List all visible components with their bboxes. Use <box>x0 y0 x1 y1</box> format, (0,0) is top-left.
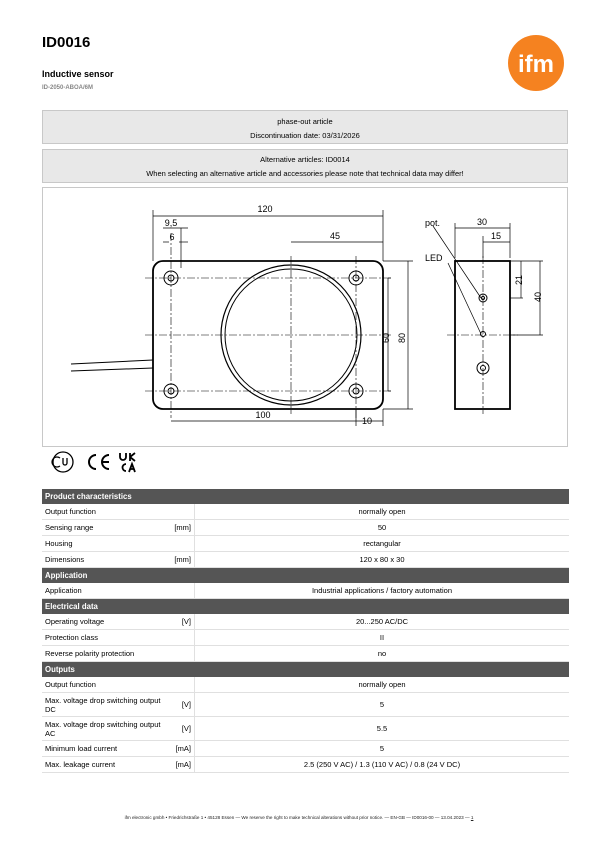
ce-mark-icon <box>89 455 109 469</box>
cell-unit: [mA] <box>168 757 195 773</box>
table-row <box>42 536 569 552</box>
cell-label: Protection class <box>42 630 168 646</box>
certification-marks <box>50 451 150 473</box>
cell-unit: [mm] <box>168 520 195 536</box>
dim-10: 10 <box>361 416 373 426</box>
table-row <box>42 520 569 536</box>
dim-21: 21 <box>514 274 524 286</box>
cell-label: Sensing range <box>42 520 168 536</box>
dim-80: 80 <box>397 332 407 344</box>
cell-unit <box>168 504 195 520</box>
table-row <box>42 677 569 693</box>
cell-label: Minimum load current <box>42 741 168 757</box>
cell-value: 5 <box>195 741 570 757</box>
cell-label: Max. voltage drop switching output DC <box>42 693 168 717</box>
cell-unit <box>168 677 195 693</box>
cell-value: 5.5 <box>195 717 570 741</box>
cell-unit: [mA] <box>168 741 195 757</box>
table-row <box>42 646 569 662</box>
section-header-application <box>42 568 569 584</box>
cell-value: normally open <box>195 677 570 693</box>
section-header-outputs <box>42 662 569 678</box>
footer <box>0 815 598 820</box>
cell-label: Operating voltage <box>42 614 168 630</box>
logo-text: ifm <box>518 51 554 78</box>
cell-unit: [mm] <box>168 552 195 568</box>
table-row <box>42 693 569 717</box>
section-header-electrical <box>42 599 569 615</box>
section-title: Application <box>42 568 569 584</box>
dim-6: 6 <box>169 232 175 242</box>
section-title: Outputs <box>42 662 569 678</box>
section-title: Product characteristics <box>42 489 569 504</box>
table-row <box>42 741 569 757</box>
discontinuation-date: Discontinuation date: 03/31/2026 <box>250 131 360 140</box>
phase-out-label: phase-out article <box>277 117 333 126</box>
cell-label: Max. leakage current <box>42 757 168 773</box>
table-row <box>42 717 569 741</box>
phase-out-notice <box>42 110 568 144</box>
cell-value: rectangular <box>195 536 570 552</box>
cell-unit: [V] <box>168 614 195 630</box>
dim-15: 15 <box>490 231 502 241</box>
table-row <box>42 630 569 646</box>
dim-100: 100 <box>255 410 271 420</box>
cell-unit <box>168 646 195 662</box>
cell-value: Industrial applications / factory automation <box>195 583 570 599</box>
pot-label: pot. <box>425 218 441 228</box>
dim-45: 45 <box>329 231 341 241</box>
cell-unit: [V] <box>168 717 195 741</box>
cell-value: 20...250 AC/DC <box>195 614 570 630</box>
table-row <box>42 614 569 630</box>
cell-label: Reverse polarity protection <box>42 646 168 662</box>
alternatives-note: When selecting an alternative article and accessories please note that technical data may differ! <box>146 169 464 178</box>
cell-value: normally open <box>195 504 570 520</box>
cell-label: Max. voltage drop switching output AC <box>42 717 168 741</box>
table-row <box>42 552 569 568</box>
section-title: Electrical data <box>42 599 569 615</box>
cell-label: Output function <box>42 504 168 520</box>
dimension-drawing-svg <box>43 188 567 446</box>
dim-40: 40 <box>533 291 543 303</box>
cell-unit <box>168 630 195 646</box>
alternatives-notice <box>42 149 568 183</box>
led-label: LED <box>425 253 443 263</box>
page-number[interactable]: 1 <box>470 815 474 820</box>
footer-text: ifm electronic gmbh • Friedrichstraße 1 • 45128 Essen — We reserve the right to make technical alterations without prior notice. — EN-GB — ID0016-00 — 13.04.2023 — <box>124 815 470 820</box>
product-code: ID-2050-ABOA/6M <box>42 85 94 91</box>
spec-table <box>42 489 569 773</box>
cell-label: Application <box>42 583 168 599</box>
table-row <box>42 504 569 520</box>
cell-unit <box>168 536 195 552</box>
product-subtitle: Inductive sensor <box>42 69 114 79</box>
cell-unit: [V] <box>168 693 195 717</box>
dim-60: 60 <box>381 332 391 344</box>
cell-label: Dimensions <box>42 552 168 568</box>
cell-unit <box>168 583 195 599</box>
dim-9-5: 9,5 <box>164 218 178 228</box>
dim-120: 120 <box>257 204 273 214</box>
section-header-product <box>42 489 569 504</box>
alternative-articles: Alternative articles: ID0014 <box>260 155 350 164</box>
cell-value: no <box>195 646 570 662</box>
cell-value: 5 <box>195 693 570 717</box>
cell-label: Output function <box>42 677 168 693</box>
table-row <box>42 583 569 599</box>
cell-value: II <box>195 630 570 646</box>
dim-30: 30 <box>476 217 488 227</box>
table-row <box>42 757 569 773</box>
ifm-logo <box>507 34 565 92</box>
cell-value: 120 x 80 x 30 <box>195 552 570 568</box>
cell-label: Housing <box>42 536 168 552</box>
dimension-drawing <box>42 187 568 447</box>
cell-value: 2.5 (250 V AC) / 1.3 (110 V AC) / 0.8 (24 V DC) <box>195 757 570 773</box>
ukca-mark-icon <box>120 453 135 472</box>
cULus-icon <box>52 452 73 472</box>
cell-value: 50 <box>195 520 570 536</box>
product-title: ID0016 <box>42 34 91 51</box>
